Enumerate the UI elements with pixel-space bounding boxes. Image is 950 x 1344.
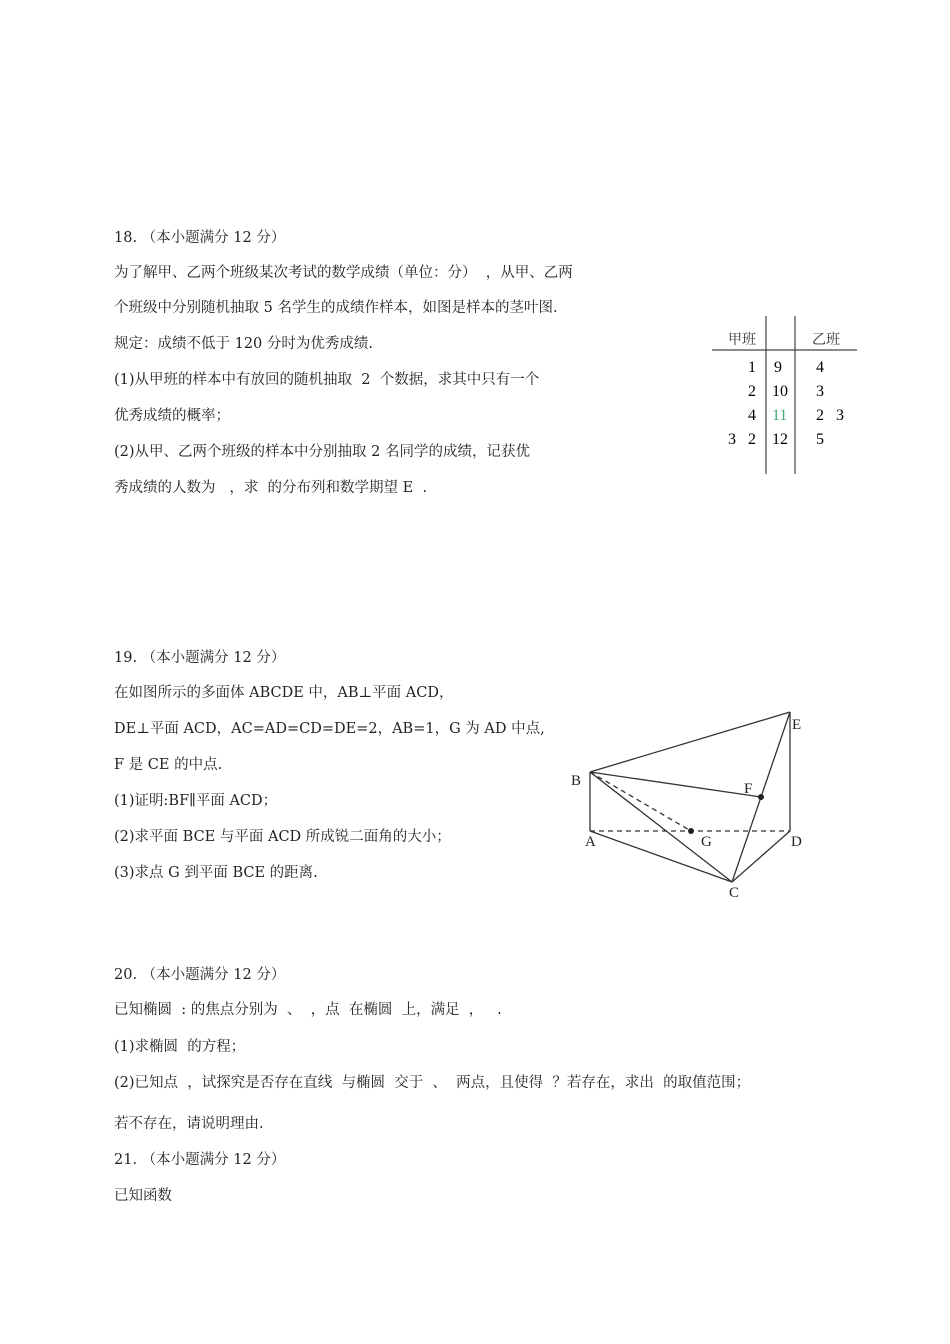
q18-line-7: 秀成绩的人数为 ，求 的分布列和数学期望 E . (114, 480, 428, 496)
polyhedron-figure (560, 700, 820, 905)
q18-line-1: 为了解甲、乙两个班级某次考试的数学成绩（单位：分） ，从甲、乙两 (114, 265, 573, 281)
q18-header: 18. （本小题满分 12 分） (114, 230, 286, 246)
leaf-right-row-4: 5 (816, 431, 824, 448)
q21-line-1: 已知函数 (114, 1188, 172, 1204)
stem-row-3: 11 (772, 407, 788, 424)
label-A: A (585, 834, 596, 850)
label-F: F (744, 781, 753, 797)
edge-BC (590, 772, 732, 882)
edge-BE (590, 712, 790, 772)
segment-BG-hidden (590, 772, 691, 831)
stem-row-1: 9 (774, 359, 782, 376)
point-G (688, 828, 694, 834)
stem-leaf-left-header: 甲班 (728, 332, 756, 348)
q18-line-2: 个班级中分别随机抽取 5 名学生的成绩作样本，如图是样本的茎叶图. (114, 300, 558, 316)
stem-row-4: 12 (772, 431, 788, 448)
label-G: G (701, 834, 712, 850)
label-D: D (791, 834, 802, 850)
q19-header: 19. （本小题满分 12 分） (114, 650, 286, 666)
leaf-left-row-3: 4 (748, 407, 756, 424)
q20-line-2: (1)求椭圆 的方程； (114, 1039, 246, 1055)
stem-leaf-right-header: 乙班 (812, 332, 840, 348)
q18-line-3: 规定：成绩不低于 120 分时为优秀成绩. (114, 336, 374, 352)
leaf-right-row-2: 3 (816, 383, 824, 400)
q19-line-5: (2)求平面 BCE 与平面 ACD 所成锐二面角的大小； (114, 829, 451, 845)
leaf-right-row-3: 2 3 (816, 407, 844, 424)
q20-line-1: 已知椭圆 : 的焦点分别为 、 ，点 在椭圆 上，满足 ， . (114, 1002, 502, 1018)
q20-header: 20. （本小题满分 12 分） (114, 967, 286, 983)
q20-line-4: 若不存在，请说明理由. (114, 1116, 264, 1132)
leaf-left-row-1: 1 (748, 359, 756, 376)
label-C: C (729, 885, 740, 901)
q18-line-6: (2)从甲、乙两个班级的样本中分别抽取 2 名同学的成绩，记获优 (114, 444, 530, 460)
label-B: B (571, 773, 582, 789)
q19-line-3: F 是 CE 的中点. (114, 757, 223, 773)
q20-line-3: (2)已知点 ，试探究是否存在直线 与椭圆 交于 、 两点，且使得 ？若存在，求出 的取值范围； (114, 1075, 751, 1091)
stem-row-2: 10 (772, 383, 788, 400)
leaf-right-row-1: 4 (816, 359, 824, 376)
point-F (758, 794, 764, 800)
q19-line-6: (3)求点 G 到平面 BCE 的距离. (114, 865, 318, 881)
q18-line-4: (1)从甲班的样本中有放回的随机抽取 2 个数据，求其中只有一个 (114, 372, 540, 388)
q19-line-1: 在如图所示的多面体 ABCDE 中，AB⊥平面 ACD， (114, 685, 454, 701)
label-E: E (792, 717, 802, 733)
leaf-left-row-2: 2 (748, 383, 756, 400)
segment-BF (590, 772, 761, 797)
q18-line-5: 优秀成绩的概率； (114, 408, 230, 424)
stem-leaf-plot (700, 312, 875, 482)
leaf-left-row-4: 3 2 (728, 431, 756, 448)
q19-line-4: (1)证明:BF∥平面 ACD； (114, 793, 278, 809)
q19-line-2: DE⊥平面 ACD，AC=AD=CD=DE=2，AB=1，G 为 AD 中点, (114, 721, 545, 737)
q21-header: 21. （本小题满分 12 分） (114, 1152, 286, 1168)
